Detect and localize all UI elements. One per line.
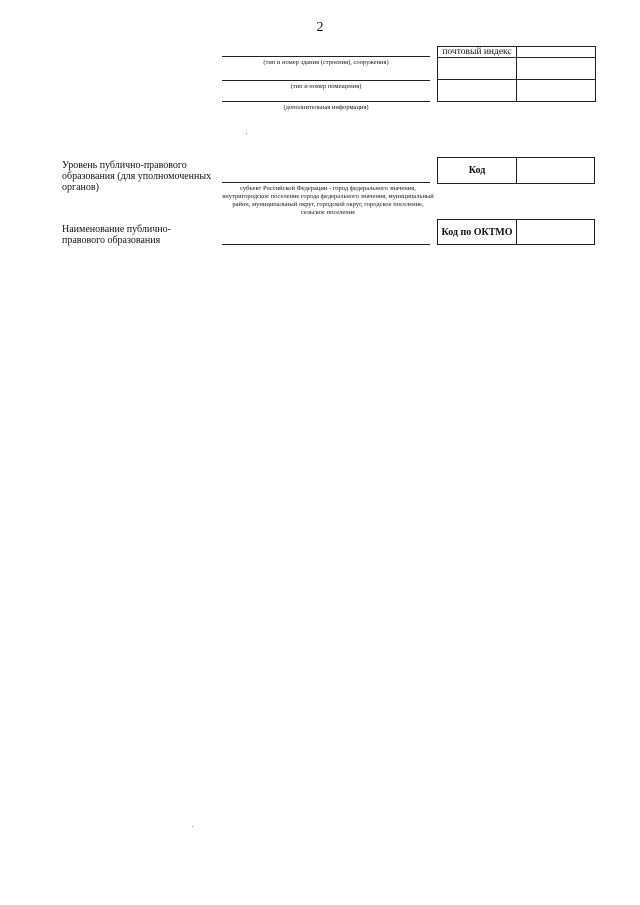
level-caption: субъект Российской Федерации - город федерального значения, внутригородское поселение города федерального значения, муниципальный район, муниципальный округ, городской округ, городское поселение, сельское поселение — [222, 185, 434, 216]
room-number-cell[interactable] — [438, 80, 517, 102]
additional-line — [222, 101, 430, 102]
level-code-field[interactable] — [517, 158, 594, 183]
level-line[interactable] — [222, 182, 430, 183]
postal-index-cell[interactable] — [517, 47, 596, 58]
additional-caption: (дополнительная информация) — [283, 104, 369, 111]
building-caption: (тип и номер здания (строения), сооружения) — [263, 59, 389, 66]
scan-speck — [192, 826, 193, 827]
room-caption: (тип и номер помещения) — [290, 83, 362, 90]
oktmo-code-label: Код по ОКТМО — [438, 220, 517, 244]
building-number-cell[interactable] — [438, 58, 517, 80]
building-number-cell-2[interactable] — [517, 58, 596, 80]
page-number: 2 — [316, 20, 324, 35]
level-label: Уровень публично-правового образования (для уполномоченных органов) — [62, 160, 212, 193]
oktmo-code-box — [437, 219, 595, 245]
scan-speck — [246, 133, 247, 134]
oktmo-code-field[interactable] — [517, 220, 594, 244]
name-label: Наименование публично-правового образования — [62, 224, 171, 246]
postal-index-label: почтовый индекс — [438, 47, 517, 58]
postal-index-table — [437, 46, 596, 102]
level-code-label: Код — [438, 158, 517, 183]
level-code-box — [437, 157, 595, 184]
name-line[interactable] — [222, 244, 430, 245]
building-line — [222, 56, 430, 57]
room-line — [222, 80, 430, 81]
room-number-cell-2[interactable] — [517, 80, 596, 102]
